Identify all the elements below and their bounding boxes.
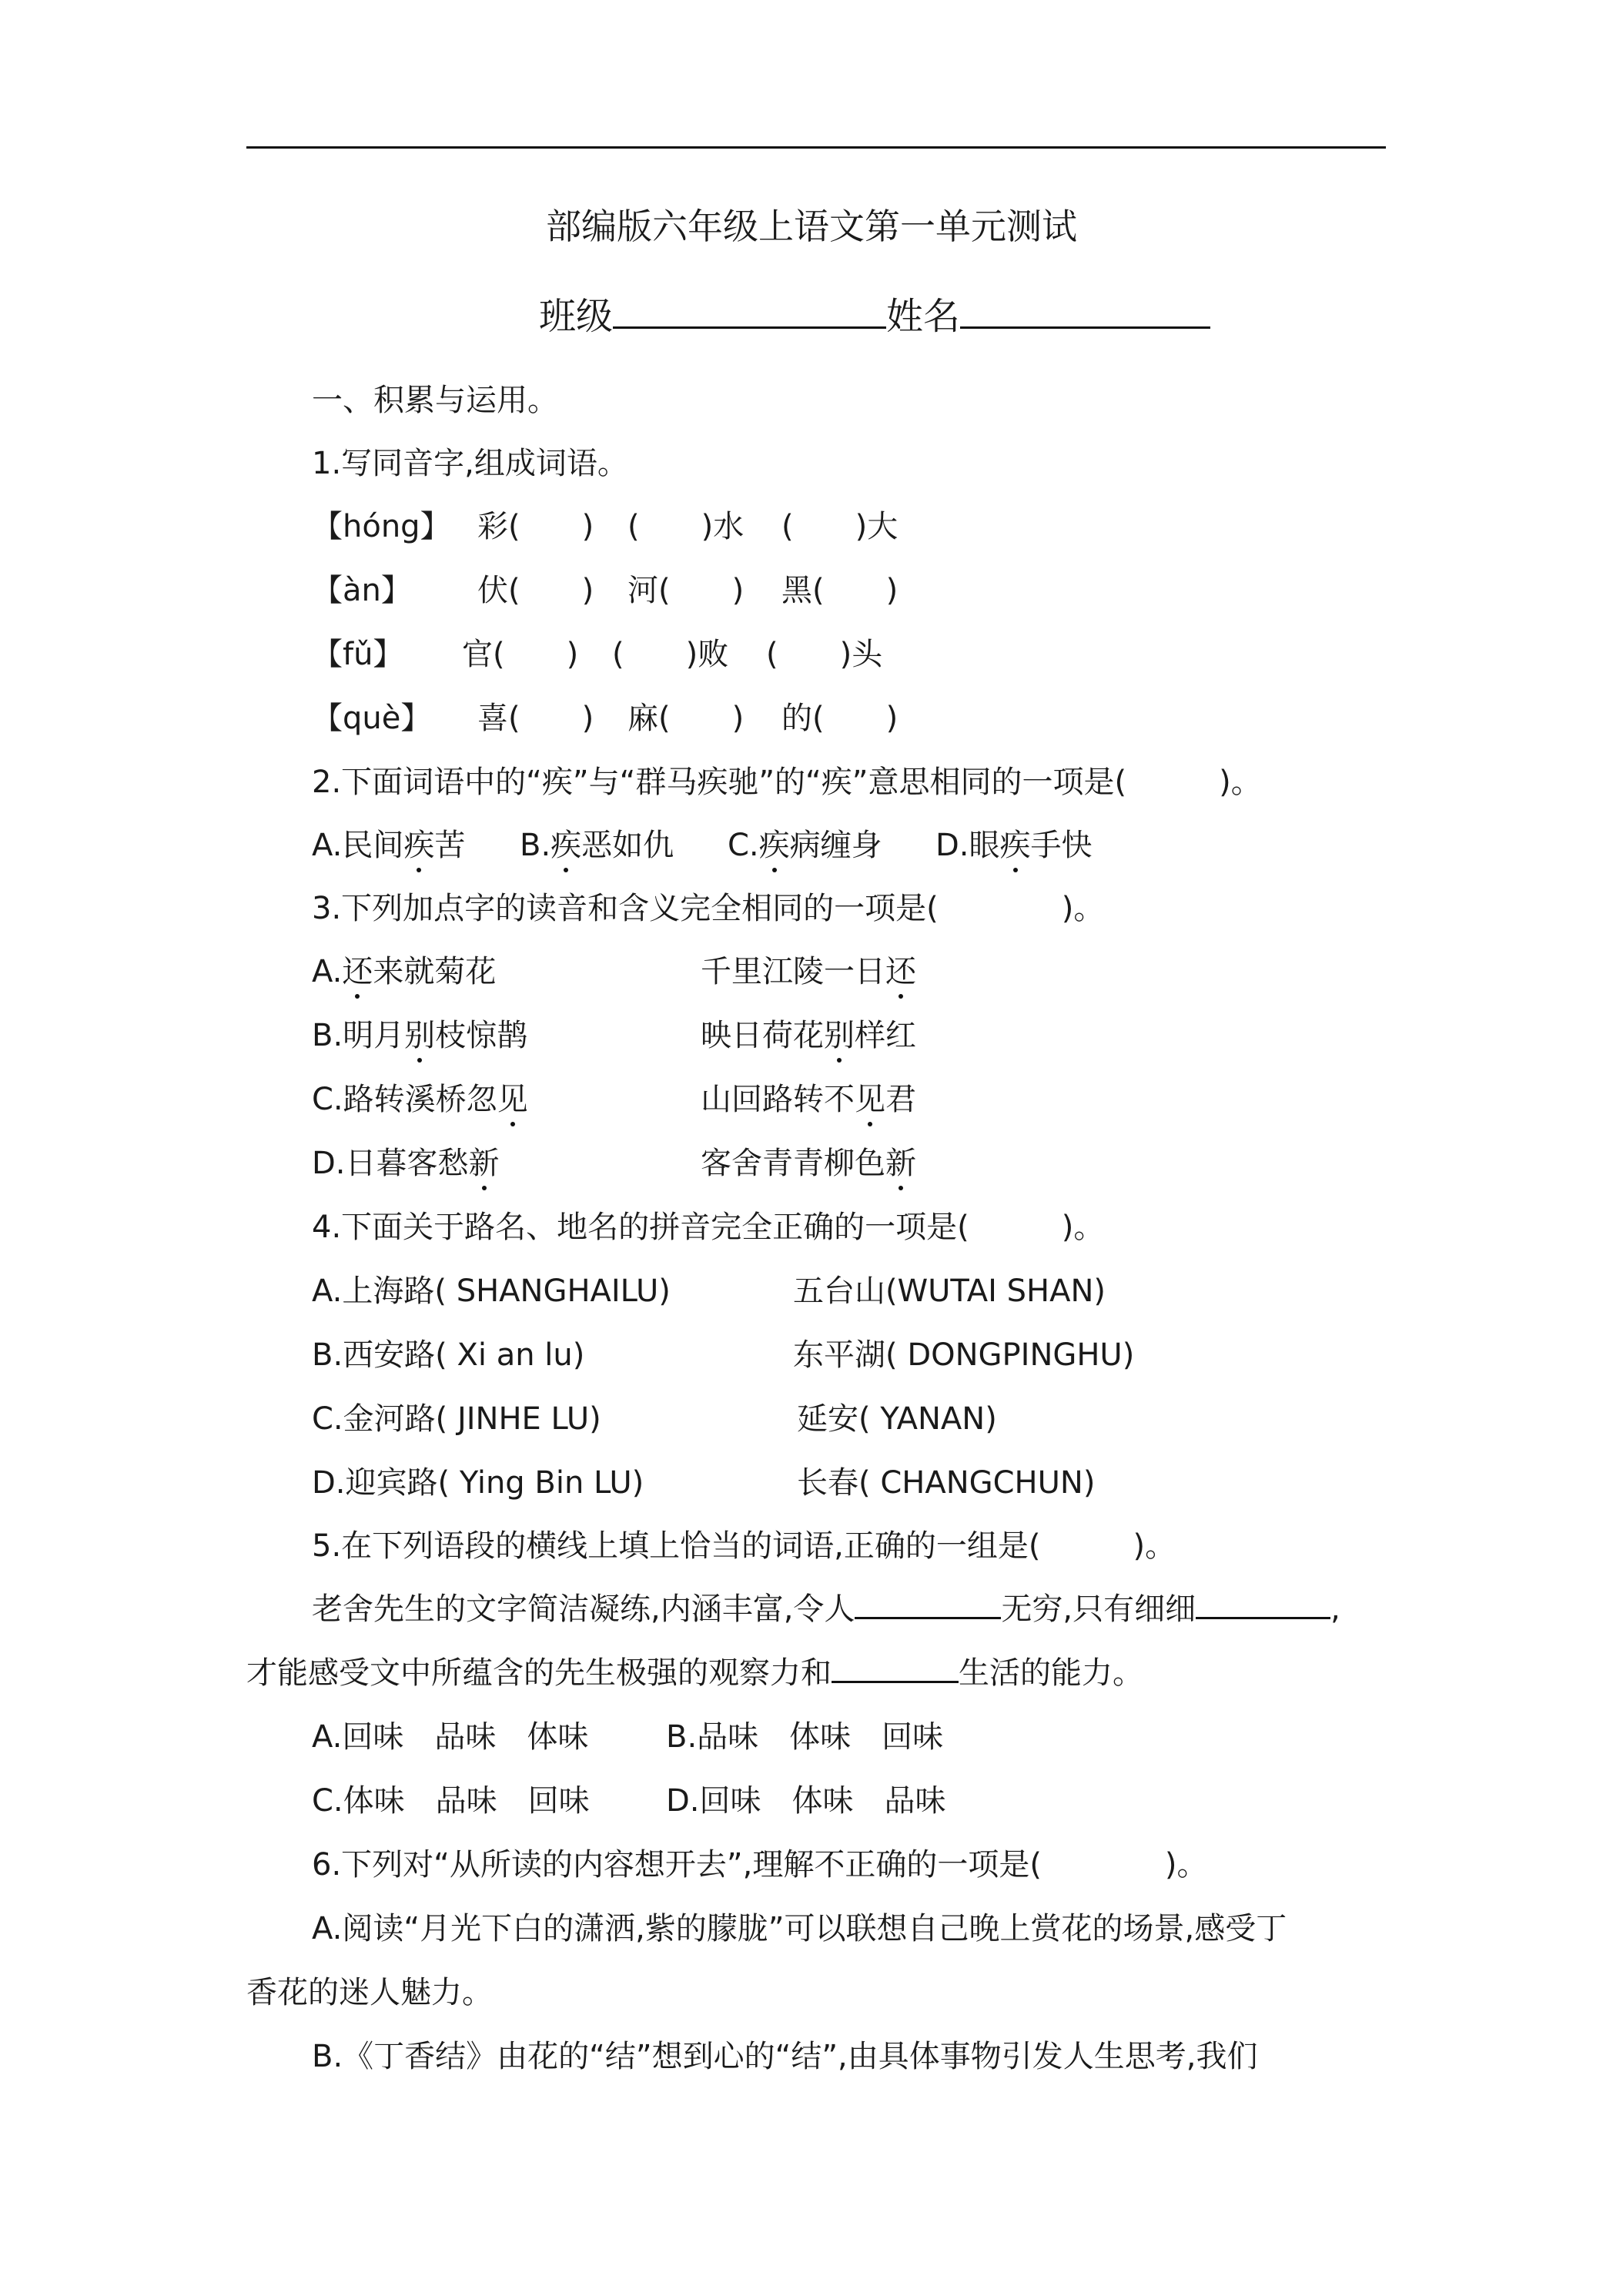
fill-item: 彩( )	[477, 509, 594, 544]
q4-right: 东平湖( DONGPINGHU)	[793, 1337, 1135, 1373]
q4-left: A.上海路( SHANGHAILU)	[312, 1274, 671, 1309]
q3-row[interactable]	[312, 1139, 916, 1183]
fill-item: 河( )	[627, 573, 745, 608]
fill-blank[interactable]	[1196, 1589, 1330, 1619]
pinyin-label: 【què】	[312, 701, 432, 736]
q3-row[interactable]	[312, 1011, 916, 1055]
q4-right: 五台山(WUTAI SHAN)	[793, 1274, 1106, 1309]
q4-row[interactable]	[312, 1394, 997, 1438]
q4-row[interactable]	[312, 1458, 1095, 1502]
option-a[interactable]: A.民间疾苦	[312, 821, 520, 865]
fill-item: 伏( )	[477, 573, 594, 608]
pinyin-label: 【fǔ】	[312, 637, 404, 672]
fill-item: 麻( )	[627, 701, 745, 736]
option-d: D.回味 体味 品味	[666, 1783, 946, 1819]
q4-left: C.金河路( JINHE LU)	[312, 1401, 601, 1437]
fill-item: ( )水	[627, 509, 745, 544]
q3-left: A.还来就菊花	[312, 947, 701, 991]
q4-right: 延安( YANAN)	[797, 1401, 997, 1437]
q5-passage-line1: 老舍先生的文字简洁凝练,内涵丰富,令人 无穷,只有细细 ,	[312, 1585, 1340, 1628]
q1-row	[312, 630, 882, 674]
option-b: B.品味 体味 回味	[666, 1719, 944, 1755]
pinyin-label: 【àn】	[312, 573, 412, 608]
header-rule	[246, 146, 1386, 149]
option-b[interactable]: B.疾恶如仇	[520, 821, 728, 865]
page-title: 部编版六年级上语文第一单元测试	[546, 206, 1077, 247]
q4-row[interactable]	[312, 1267, 1106, 1310]
q4-row[interactable]	[312, 1330, 1134, 1374]
q5-passage-line2: 才能感受文中所蕴含的先生极强的观察力和 生活的能力。	[246, 1648, 1143, 1692]
fill-item: 官( )	[462, 637, 579, 672]
q4-left: B.西安路( Xi an lu)	[312, 1337, 585, 1373]
q3-stem: 3.下列加点字的读音和含义完全相同的一项是( )。	[312, 891, 1105, 926]
fill-item: ( )大	[781, 509, 899, 544]
q5-options[interactable]	[312, 1712, 943, 1756]
fill-item: 黑( )	[781, 573, 899, 608]
q4-left: D.迎宾路( Ying Bin LU)	[312, 1465, 644, 1501]
q3-right: 山回路转不见君	[701, 1075, 916, 1119]
option-d[interactable]: D.眼疾手快	[935, 821, 1093, 865]
q6-option-a-line1: A.阅读“月光下白的潇洒,紫的朦胧”可以联想自己晚上赏花的场景,感受丁	[312, 1911, 1287, 1946]
fill-blank[interactable]	[855, 1589, 1001, 1619]
fill-item: ( )头	[766, 637, 883, 672]
q2-stem: 2.下面词语中的“疾”与“群马疾驰”的“疾”意思相同的一项是( )。	[312, 765, 1262, 800]
q3-right: 客舍青青柳色新	[701, 1139, 916, 1183]
q6-stem: 6.下列对“从所读的内容想开去”,理解不正确的一项是( )。	[312, 1847, 1208, 1883]
fill-item: 喜( )	[477, 701, 594, 736]
q3-right: 映日荷花别样红	[701, 1011, 916, 1055]
q1-stem: 1.写同音字,组成词语。	[312, 446, 628, 481]
q5-stem: 5.在下列语段的横线上填上恰当的词语,正确的一组是( )。	[312, 1528, 1176, 1564]
q3-right: 千里江陵一日还	[701, 947, 916, 991]
option-c[interactable]: C.疾病缠身	[728, 821, 935, 865]
pinyin-label: 【hóng】	[312, 509, 451, 544]
q3-left: B.明月别枝惊鹊	[312, 1011, 701, 1055]
class-blank[interactable]	[613, 296, 886, 329]
q1-row	[312, 566, 898, 610]
fill-item: ( )败	[612, 637, 729, 672]
name-label: 姓名	[886, 295, 961, 338]
q5-options[interactable]	[312, 1776, 946, 1820]
q3-left: D.日暮客愁新	[312, 1139, 701, 1183]
class-name-row	[539, 286, 1210, 340]
q2-options	[312, 821, 1093, 865]
q4-right: 长春( CHANGCHUN)	[797, 1465, 1096, 1501]
name-blank[interactable]	[960, 296, 1210, 329]
option-a: A.回味 品味 体味	[312, 1719, 589, 1755]
q1-row	[312, 694, 898, 738]
class-label: 班级	[539, 295, 614, 338]
q3-left: C.路转溪桥忽见	[312, 1075, 701, 1119]
section-heading: 一、积累与运用。	[312, 383, 558, 418]
q6-option-b-line1: B.《丁香结》由花的“结”想到心的“结”,由具体事物引发人生思考,我们	[312, 2039, 1258, 2074]
option-c: C.体味 品味 回味	[312, 1783, 590, 1819]
q3-row[interactable]	[312, 947, 916, 991]
q1-row	[312, 502, 898, 546]
q3-row[interactable]	[312, 1075, 916, 1119]
q4-stem: 4.下面关于路名、地名的拼音完全正确的一项是( )。	[312, 1210, 1105, 1245]
fill-item: 的( )	[781, 701, 899, 736]
fill-blank[interactable]	[832, 1653, 959, 1683]
q6-option-a-line2: 香花的迷人魅力。	[246, 1975, 493, 2010]
